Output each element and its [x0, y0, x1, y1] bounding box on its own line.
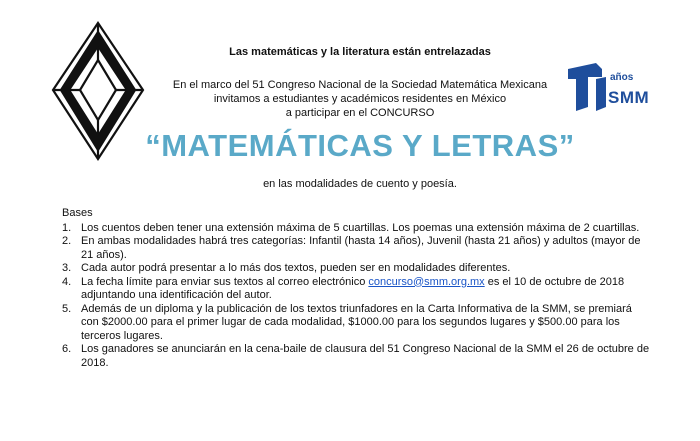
rule-text: Los cuentos deben tener una extensión máxima de 5 cuartillas. Los poemas una extensión máxima de 2 cuartillas. — [81, 221, 640, 234]
email-link[interactable]: concurso@smm.org.mx — [368, 275, 485, 288]
rule-item — [62, 222, 652, 236]
intro-text — [150, 78, 570, 120]
modalities-text: en las modalidades de cuento y poesía. — [263, 178, 457, 190]
rule-item — [62, 276, 652, 303]
headline: Las matemáticas y la literatura están entrelazadas — [229, 46, 491, 58]
rule-number: 1. — [62, 221, 72, 234]
intro-line: invitamos a estudiantes y académicos residentes en México — [213, 93, 507, 105]
bases-title: Bases — [62, 207, 93, 219]
rule-number: 2. — [62, 235, 72, 247]
rule-item — [62, 343, 652, 370]
intro-line: En el marco del 51 Congreso Nacional de la Sociedad Matemática Mexicana — [172, 79, 548, 91]
rule-text-before: La fecha límite para enviar sus textos al correo electrónico — [81, 275, 369, 288]
rule-text-after: es el 10 de octubre de 2018 adjuntando una identificación del autor. — [81, 275, 625, 301]
rules-list — [62, 222, 652, 371]
rule-number: 5. — [62, 302, 72, 315]
rule-number: 4. — [62, 275, 72, 288]
rule-text: Los ganadores se anunciarán en la cena-baile de clausura del 51 Congreso Nacional de la SMM el 26 de octubre de 2018. — [81, 343, 650, 369]
rule-item — [62, 235, 652, 262]
rule-number: 3. — [62, 262, 72, 274]
rule-text: Además de un diploma y la publicación de los textos triunfadores en la Carta Informativa de la SMM, se premiará con $2000.00 para el primer lugar de cada modalidad, $1000.00 para los segundos lugares y $500.00 para los terceros lugares. — [81, 302, 632, 342]
logo-anios-label: años — [610, 72, 634, 83]
intro-line: a participar en el CONCURSO — [285, 107, 435, 119]
bases-section — [62, 207, 652, 370]
rule-item — [62, 303, 652, 344]
rule-number: 6. — [62, 343, 72, 355]
rule-text: Cada autor podrá presentar a lo más dos textos, pueden ser en modalidades diferentes. — [81, 262, 511, 274]
contest-title: “MATEMÁTICAS Y LETRAS” — [145, 128, 575, 163]
rule-item — [62, 262, 652, 276]
rule-text — [81, 276, 652, 303]
rule-text: En ambas modalidades habrá tres categorías: Infantil (hasta 14 años), Juvenil (hasta 21 años) y adultos (mayor de 21 años). — [81, 235, 641, 261]
logo-smm-label: SMM — [608, 88, 650, 107]
